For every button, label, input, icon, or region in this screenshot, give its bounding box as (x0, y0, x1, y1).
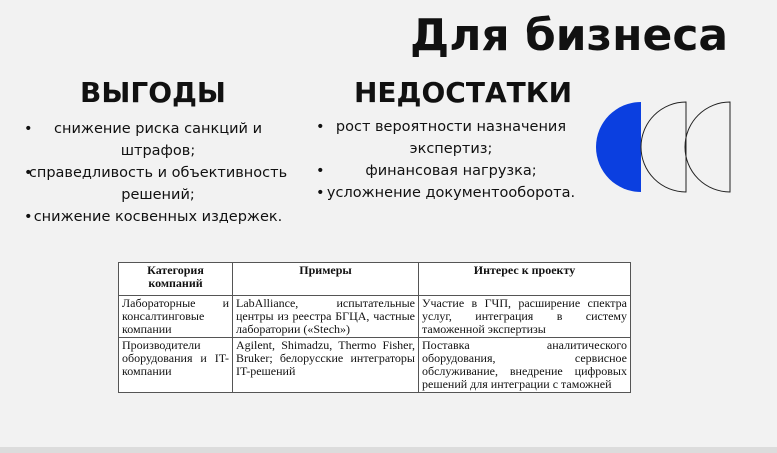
list-item-text: справедливость и объективность решений; (28, 165, 288, 203)
outline-half-circle (685, 102, 730, 192)
list-item-text: усложнение документооборота. (326, 185, 576, 201)
table-cell: LabAlliance, испытательные центры из реестра БГЦА, частные лаборатории («Stech») (233, 296, 419, 338)
list-item (26, 118, 290, 162)
column-header: Категория компаний (119, 263, 233, 296)
list-item (318, 160, 584, 182)
drawbacks-heading: НЕДОСТАТКИ (354, 76, 573, 109)
table-header-row (119, 263, 631, 296)
list-item-text: снижение косвенных издержек. (33, 209, 283, 225)
benefits-heading: ВЫГОДЫ (80, 76, 226, 109)
list-item (318, 182, 584, 204)
list-item-text: финансовая нагрузка; (365, 163, 537, 179)
companies-table (118, 262, 631, 393)
table-row (119, 338, 631, 393)
decorative-half-circles (596, 101, 736, 195)
list-item-text: рост вероятности назначения экспертиз; (335, 119, 567, 157)
table-cell: Участие в ГЧП, расширение спектра услуг, интеграция в систему таможенной экспертизы (419, 296, 631, 338)
table-cell: Agilent, Shimadzu, Thermo Fisher, Bruker; белорусские интеграторы IT-решений (233, 338, 419, 393)
column-header: Примеры (233, 263, 419, 296)
filled-half-circle (596, 102, 641, 192)
slide-title: Для бизнеса (410, 10, 729, 61)
list-item (318, 116, 584, 160)
benefits-list (26, 118, 290, 228)
list-item (26, 162, 290, 206)
table-cell: Лабораторные и консалтинговые компании (119, 296, 233, 338)
drawbacks-list (318, 116, 584, 204)
bottom-bar (0, 447, 777, 453)
column-header: Интерес к проекту (419, 263, 631, 296)
table-cell: Производители оборудования и IT-компании (119, 338, 233, 393)
table-row (119, 296, 631, 338)
list-item (26, 206, 290, 228)
table-cell: Поставка аналитического оборудования, сервисное обслуживание, внедрение цифровых решений для интеграции с таможней (419, 338, 631, 393)
outline-half-circle (641, 102, 686, 192)
list-item-text: снижение риска санкций и штрафов; (54, 121, 262, 159)
